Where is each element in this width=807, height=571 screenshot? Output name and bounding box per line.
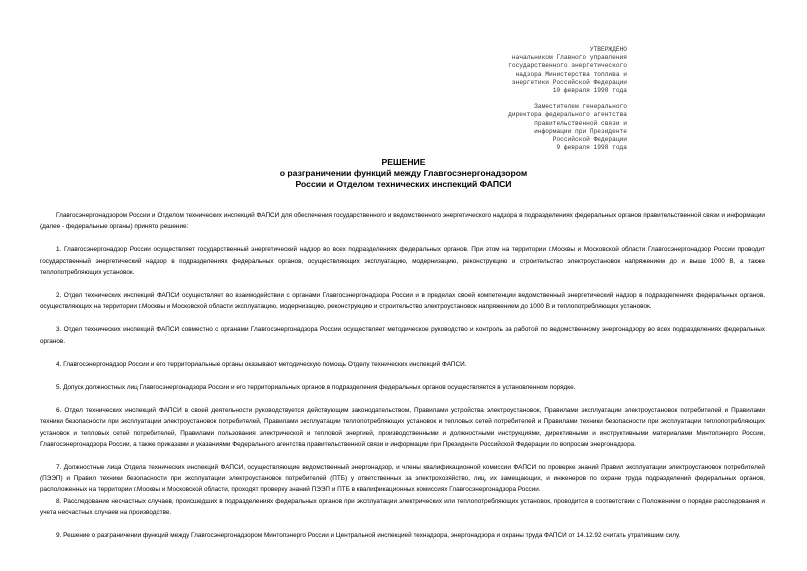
approval-line: Российской Федерации bbox=[552, 136, 627, 144]
approval-line: Заместителем генерального bbox=[534, 103, 627, 111]
approval-block-ministry bbox=[508, 46, 627, 95]
paragraph-5: 5. Допуск должностных лиц Главгосэнергонадзора России и его территориальных органов в подразделения федеральных органов осуществляется в установленном порядке. bbox=[56, 384, 576, 392]
approval-line: надзора Министерства топлива и bbox=[515, 70, 627, 78]
paragraph-3: 3. Отдел технических инспекций ФАПСИ совместно с органами Главгосэнергонадзора России осуществляет методическое руководство и контроль за работой по ведомственному энергонадзору во всех подразделениях федеральных органов. bbox=[40, 326, 765, 345]
paragraph-7: 7. Должностные лица Отдела технических инспекций ФАПСИ, осуществляющие ведомственный энергонадзор, и члены квалификационной комиссии ФАПСИ по проверке знаний Правил эксплуатации электроустановок потребителей (ПЭЭП) и Правил техники безопасности при эксплуатации электроустановок потребителей (ПТБ) у ответственных за электрохозяйство, лиц, их замещающих, и инженеров по охране труда подразделений федеральных органов, расположенных на территории г.Москвы и Московской области, проходят проверку знаний ПЭЭП и ПТБ в квалификационных комиссиях Главгосэнергонадзора России. bbox=[40, 464, 765, 494]
approval-stamp bbox=[508, 46, 627, 160]
document-title bbox=[0, 157, 807, 190]
approval-line: государственного энергетического bbox=[508, 62, 627, 70]
paragraph-9: 9. Решение о разграничении функций между Главгосэнергонадзором Минтопэнерго России и Центральной инспекцией технадзора, энергонадзора и охраны труда ФАПСИ от 14.12.92 считать утратившим силу. bbox=[56, 532, 681, 540]
approval-block-agency bbox=[508, 103, 627, 152]
paragraph-1: 1. Главгосэнергонадзор России осуществляет государственный энергетический надзор во всех подразделениях федеральных органов. При этом на территории г.Москвы и Московской области Главгосэнергонадзор России проводит государственный энергетический надзор в подразделениях федеральных органов, осуществляющих эксплуатацию, модернизацию, реконструкцию и строительство электроустановок напряжением до и выше 1000 В, а также теплопотребляющих установок. bbox=[40, 246, 765, 276]
paragraph-4: 4. Главгосэнергонадзор России и его территориальные органы оказывают методическую помощь Отделу технических инспекций ФАПСИ. bbox=[56, 360, 467, 368]
approval-line: 9 февраля 1998 года bbox=[556, 144, 627, 152]
approval-line: правительственной связи и bbox=[534, 119, 627, 127]
approval-line: информации при Президенте bbox=[534, 127, 627, 135]
title-heading: РЕШЕНИЕ bbox=[381, 157, 426, 167]
title-subject-line: России и Отделом технических инспекций ФАПСИ bbox=[295, 179, 512, 189]
approval-line: энергетики Российской Федерации bbox=[511, 78, 627, 86]
document-body bbox=[40, 210, 765, 553]
approval-line: директора федерального агентства bbox=[508, 111, 627, 119]
approval-line: 10 февраля 1998 года bbox=[552, 87, 627, 95]
approval-line: УТВЕРЖДЕНО bbox=[589, 46, 627, 53]
approval-line: начальником Главного управления bbox=[511, 54, 627, 62]
title-subject-line: о разграничении функций между Главгосэнергонадзором bbox=[279, 168, 528, 178]
paragraph-6: 6. Отдел технических инспекций ФАПСИ в своей деятельности руководствуется действующим законодательством, Правилами устройства электроустановок, Правилами эксплуатации электроустановок потребителей и Правилами техники безопасности при эксплуатации электроустановок потребителей, Правилами эксплуатации теплопотребляющих установок и тепловых сетей потребителей и Правилами техники безопасности при эксплуатации теплопотребляющих установок и тепловых сетей потребителей, Правилами пользования электрической и тепловой энергией, производственными и должностными инструкциями, директивными и инструктивными материалами Минтопэнерго России, Главгосэнергонадзора России, а также приказами и указаниями Федерального агентства правительственной связи и информации при Президенте Российской Федерации по вопросам энергонадзора. bbox=[40, 407, 765, 448]
paragraph-8: 8. Расследование несчастных случаев, происшедших в подразделениях федеральных органов при эксплуатации электрических или теплопотребляющих установок, проводится в соответствии с Положением о порядке расследования и учета несчастных случаев на производстве. bbox=[40, 497, 765, 516]
paragraph-intro: Главгосэнергонадзором России и Отделом технических инспекций ФАПСИ для обеспечения государственного и ведомственного энергетического надзора в подразделениях федеральных органов правительственной связи и информации (далее - федеральные органы) принято решение: bbox=[40, 212, 765, 231]
paragraph-2: 2. Отдел технических инспекций ФАПСИ осуществляет во взаимодействии с органами Главгосэнергонадзора России и в пределах своей компетенции ведомственный энергетический надзор в подразделениях федеральных органов, осуществляющих на территории г.Москвы и Московской области эксплуатацию, модернизацию, реконструкцию и строительство электроустановок напряжением до 1000 В и теплопотребляющих установок. bbox=[40, 292, 765, 311]
